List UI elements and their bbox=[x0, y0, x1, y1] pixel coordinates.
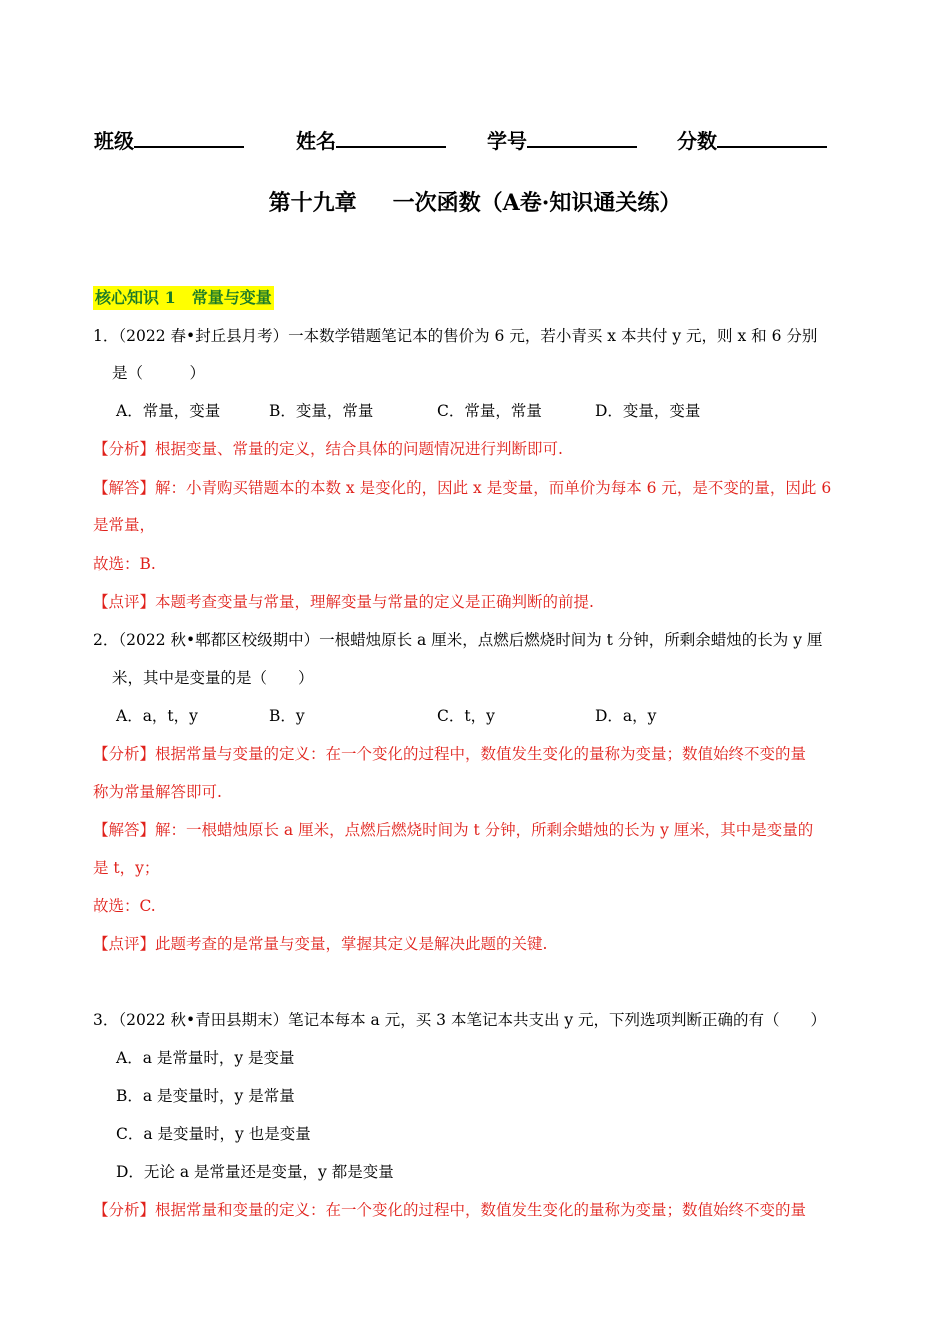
q1-comment: 【点评】本题考查变量与常量，理解变量与常量的定义是正确判断的前提. bbox=[93, 593, 594, 611]
student-id-field[interactable] bbox=[487, 124, 637, 157]
q1-stem-line1: 1．（2022 春•封丘县月考）一本数学错题笔记本的售价为 6 元，若小青买 x 本共付 y 元，则 x 和 6 分别 bbox=[93, 327, 818, 345]
q1-option-a[interactable]: A．常量，变量 bbox=[116, 402, 221, 420]
q1-answer-line1: 【解答】解：小青购买错题本的本数 x 是变化的，因此 x 是变量，而单价为每本 6 元，是不变的量，因此 6 bbox=[93, 479, 832, 497]
q2-stem-line2: 米，其中是变量的是（ ） bbox=[112, 669, 314, 687]
name-label: 姓名 bbox=[296, 129, 336, 153]
q1-option-b[interactable]: B．变量，常量 bbox=[269, 402, 374, 420]
class-field[interactable] bbox=[94, 124, 244, 157]
q2-answer-line1: 【解答】解：一根蜡烛原长 a 厘米，点燃后燃烧时间为 t 分钟，所剩余蜡烛的长为 y 厘米，其中是变量的 bbox=[93, 821, 814, 839]
q1-options bbox=[116, 400, 700, 422]
q1-analysis: 【分析】根据变量、常量的定义，结合具体的问题情况进行判断即可. bbox=[93, 440, 563, 458]
q3-option-c[interactable]: C．a 是变量时，y 也是变量 bbox=[116, 1125, 311, 1143]
q2-option-c[interactable]: C．t，y bbox=[437, 707, 495, 725]
q2-options bbox=[116, 705, 656, 727]
student-id-label: 学号 bbox=[487, 129, 527, 153]
student-id-blank[interactable] bbox=[527, 124, 637, 148]
chapter-label: 第十九章 bbox=[268, 190, 357, 216]
q1-option-c[interactable]: C．常量，常量 bbox=[437, 402, 542, 420]
q2-option-d[interactable]: D．a，y bbox=[595, 707, 657, 725]
q1-option-d[interactable]: D．变量，变量 bbox=[595, 402, 701, 420]
q2-option-b[interactable]: B．y bbox=[269, 707, 305, 725]
q2-analysis-line1: 【分析】根据常量与变量的定义：在一个变化的过程中，数值发生变化的量称为变量；数值始终不变的量 bbox=[93, 745, 807, 763]
q3-option-a[interactable]: A．a 是常量时，y 是变量 bbox=[116, 1049, 295, 1067]
q3-analysis-line1: 【分析】根据常量和变量的定义：在一个变化的过程中，数值发生变化的量称为变量；数值始终不变的量 bbox=[93, 1201, 807, 1219]
score-field[interactable] bbox=[677, 124, 827, 157]
q2-option-a[interactable]: A．a，t，y bbox=[116, 707, 198, 725]
score-blank[interactable] bbox=[717, 124, 827, 148]
name-blank[interactable] bbox=[336, 124, 446, 148]
name-field[interactable] bbox=[296, 124, 446, 157]
q2-answer-line2: 是 t，y； bbox=[93, 859, 160, 877]
page-title bbox=[0, 186, 950, 220]
q2-stem-line1: 2．（2022 秋•郫都区校级期中）一根蜡烛原长 a 厘米，点燃后燃烧时间为 t 分钟，所剩余蜡烛的长为 y 厘 bbox=[93, 631, 823, 649]
q2-comment: 【点评】此题考查的是常量与变量，掌握其定义是解决此题的关键. bbox=[93, 935, 548, 953]
q1-choice: 故选：B. bbox=[93, 555, 156, 573]
class-blank[interactable] bbox=[134, 124, 244, 148]
section-heading: 核心知识 1 常量与变量 bbox=[93, 286, 274, 310]
q1-answer-line2: 是常量， bbox=[93, 516, 156, 534]
q2-choice: 故选：C. bbox=[93, 897, 156, 915]
q1-stem-line2: 是（ ） bbox=[112, 364, 206, 382]
class-label: 班级 bbox=[94, 129, 134, 153]
q3-option-b[interactable]: B．a 是变量时，y 是常量 bbox=[116, 1087, 295, 1105]
score-label: 分数 bbox=[677, 129, 717, 153]
q2-analysis-line2: 称为常量解答即可. bbox=[93, 783, 222, 801]
q3-option-d[interactable]: D．无论 a 是常量还是变量，y 都是变量 bbox=[116, 1163, 394, 1181]
chapter-topic: 一次函数（A卷·知识通关练） bbox=[392, 190, 682, 216]
q3-stem-line1: 3．（2022 秋•青田县期末）笔记本每本 a 元，买 3 本笔记本共支出 y 元，下列选项判断正确的有（ ） bbox=[93, 1011, 827, 1029]
